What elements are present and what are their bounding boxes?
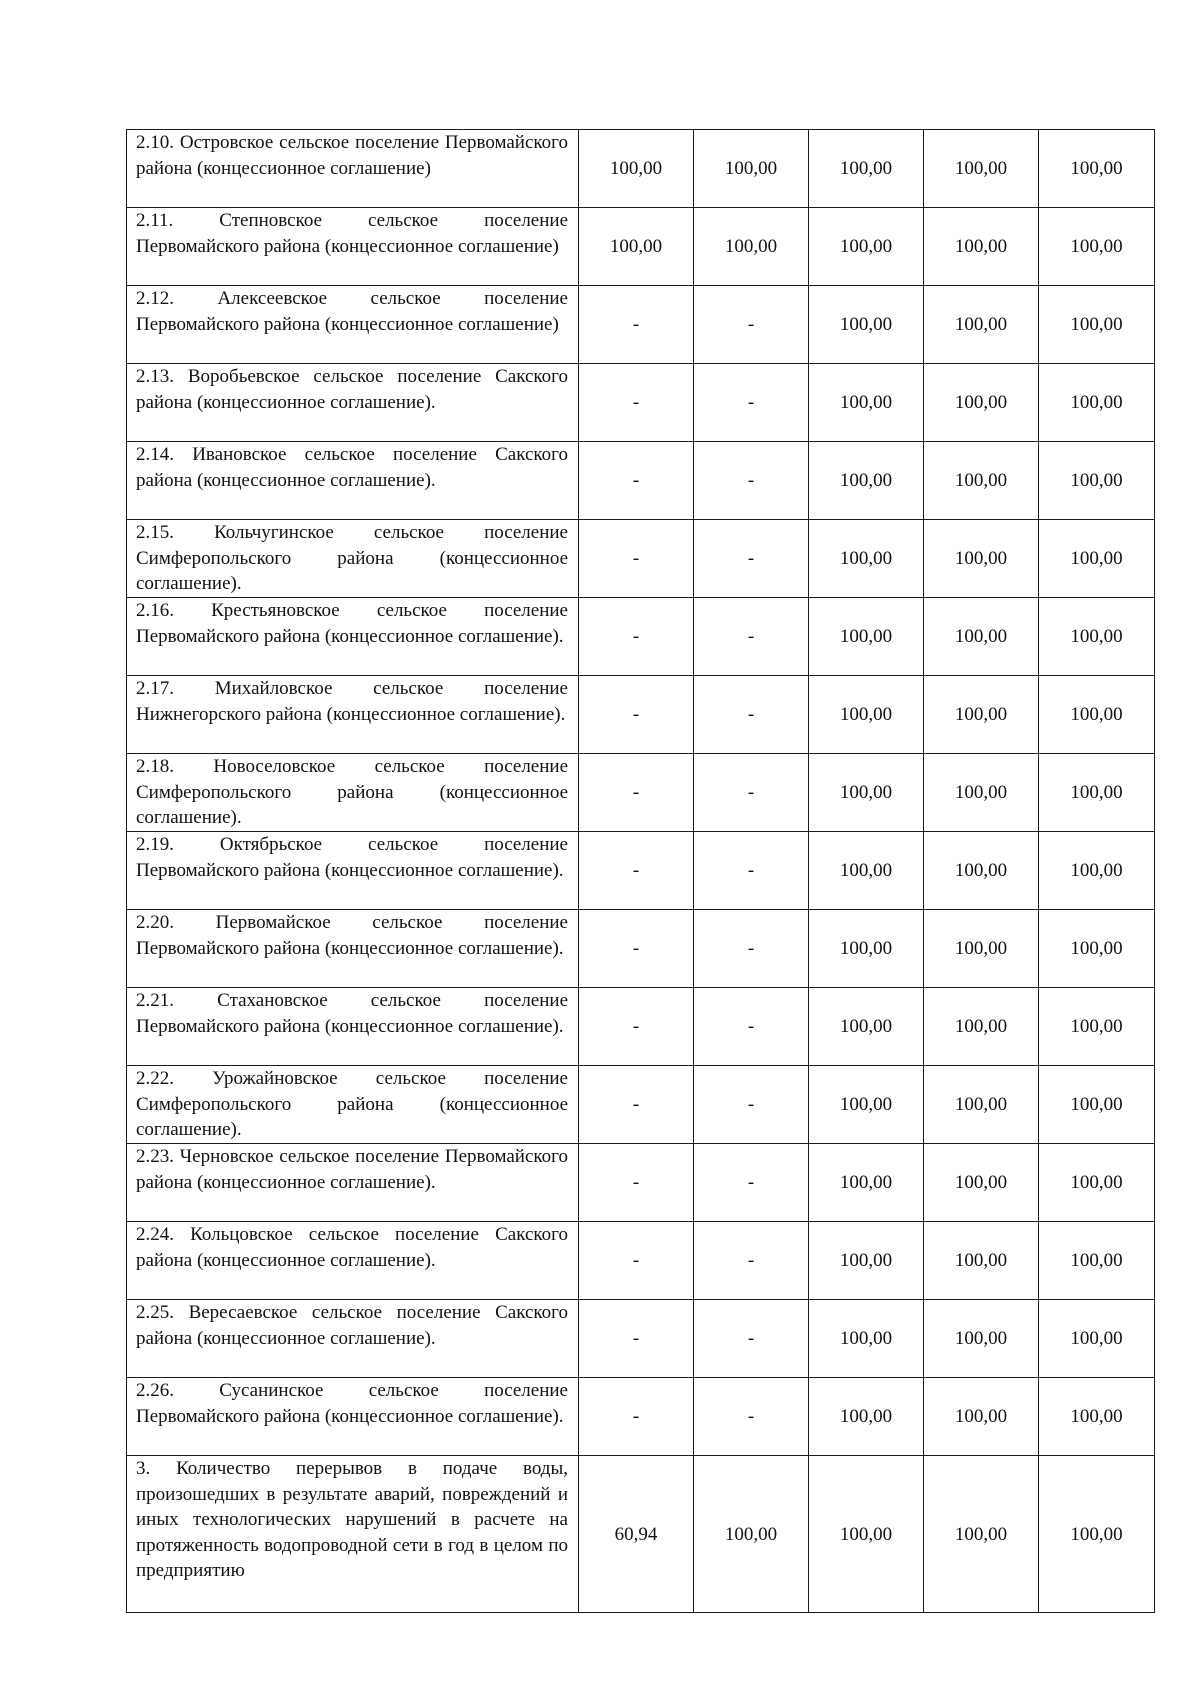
value-cell: 100,00 [924,676,1039,754]
value-cell: 100,00 [809,1066,924,1144]
value-cell: - [579,1300,694,1378]
table-row [127,208,1155,286]
value-cell: - [694,442,809,520]
value-cell: 100,00 [809,1300,924,1378]
value-cell: 100,00 [809,910,924,988]
value-cell: 100,00 [924,1300,1039,1378]
value-cell: - [579,832,694,910]
value-cell: - [694,1378,809,1456]
value-cell: 100,00 [694,208,809,286]
value-cell: 100,00 [809,988,924,1066]
row-label: 2.12. Алексеевское сельское поселение Первомайского района (концессионное соглашение) [127,286,579,364]
value-cell: - [694,988,809,1066]
table-row [127,130,1155,208]
table-row [127,1456,1155,1613]
row-label: 2.24. Кольцовское сельское поселение Сакского района (концессионное соглашение). [127,1222,579,1300]
value-cell: - [579,1144,694,1222]
value-cell: 100,00 [924,832,1039,910]
row-label: 2.26. Сусанинское сельское поселение Первомайского района (концессионное соглашение). [127,1378,579,1456]
table-row [127,442,1155,520]
row-label: 2.20. Первомайское сельское поселение Первомайского района (концессионное соглашение). [127,910,579,988]
table-row [127,286,1155,364]
value-cell: - [579,988,694,1066]
value-cell: - [694,286,809,364]
value-cell: 100,00 [809,676,924,754]
value-cell: - [579,754,694,832]
value-cell: 100,00 [809,1144,924,1222]
value-cell: 100,00 [1039,910,1155,988]
value-cell: - [694,676,809,754]
value-cell: - [579,286,694,364]
table-body [127,130,1155,1613]
value-cell: - [694,1222,809,1300]
value-cell: 100,00 [1039,1456,1155,1613]
value-cell: 100,00 [809,286,924,364]
value-cell: - [694,520,809,598]
value-cell: 100,00 [809,520,924,598]
value-cell: 100,00 [1039,442,1155,520]
value-cell: - [694,754,809,832]
value-cell: - [694,832,809,910]
value-cell: 100,00 [924,1066,1039,1144]
value-cell: 100,00 [924,754,1039,832]
value-cell: - [694,364,809,442]
value-cell: 100,00 [809,598,924,676]
row-label: 2.10. Островское сельское поселение Первомайского района (концессионное соглашение) [127,130,579,208]
table-row [127,1066,1155,1144]
value-cell: - [579,676,694,754]
value-cell: 100,00 [924,910,1039,988]
value-cell: 100,00 [1039,1066,1155,1144]
row-label: 2.16. Крестьяновское сельское поселение Первомайского района (концессионное соглашение). [127,598,579,676]
table-row [127,364,1155,442]
row-label: 2.14. Ивановское сельское поселение Сакского района (концессионное соглашение). [127,442,579,520]
value-cell: 60,94 [579,1456,694,1613]
value-cell: 100,00 [1039,832,1155,910]
value-cell: - [694,1300,809,1378]
table-row [127,598,1155,676]
value-cell: 100,00 [924,364,1039,442]
value-cell: 100,00 [924,442,1039,520]
table-row [127,832,1155,910]
value-cell: 100,00 [924,988,1039,1066]
value-cell: 100,00 [924,1222,1039,1300]
value-cell: 100,00 [694,1456,809,1613]
value-cell: 100,00 [1039,208,1155,286]
value-cell: 100,00 [809,1378,924,1456]
value-cell: 100,00 [924,286,1039,364]
value-cell: - [694,1144,809,1222]
value-cell: - [579,520,694,598]
value-cell: 100,00 [924,130,1039,208]
value-cell: - [694,598,809,676]
value-cell: 100,00 [1039,364,1155,442]
indicator-table [126,129,1155,1613]
value-cell: - [579,1378,694,1456]
value-cell: - [694,910,809,988]
value-cell: 100,00 [924,208,1039,286]
row-label: 2.21. Стахановское сельское поселение Первомайского района (концессионное соглашение). [127,988,579,1066]
table-row [127,520,1155,598]
table-row [127,1144,1155,1222]
value-cell: 100,00 [694,130,809,208]
value-cell: 100,00 [1039,676,1155,754]
value-cell: - [579,1066,694,1144]
table-row [127,910,1155,988]
value-cell: 100,00 [809,442,924,520]
row-label: 2.18. Новоселовское сельское поселение Симферопольского района (концессионное соглашение). [127,754,579,832]
value-cell: 100,00 [1039,598,1155,676]
value-cell: 100,00 [579,208,694,286]
row-label: 2.25. Вересаевское сельское поселение Сакского района (концессионное соглашение). [127,1300,579,1378]
value-cell: 100,00 [579,130,694,208]
value-cell: 100,00 [809,364,924,442]
value-cell: - [579,442,694,520]
value-cell: 100,00 [809,1456,924,1613]
value-cell: 100,00 [809,1222,924,1300]
value-cell: 100,00 [1039,286,1155,364]
value-cell: 100,00 [924,1378,1039,1456]
value-cell: - [579,1222,694,1300]
table-row [127,1300,1155,1378]
value-cell: 100,00 [924,598,1039,676]
value-cell: 100,00 [924,1456,1039,1613]
value-cell: - [579,598,694,676]
value-cell: 100,00 [1039,1222,1155,1300]
row-label: 2.22. Урожайновское сельское поселение Симферопольского района (концессионное соглашение). [127,1066,579,1144]
value-cell: 100,00 [1039,520,1155,598]
value-cell: 100,00 [1039,130,1155,208]
table-row [127,754,1155,832]
table-row [127,988,1155,1066]
value-cell: 100,00 [809,208,924,286]
table-row [127,1222,1155,1300]
row-label: 2.11. Степновское сельское поселение Первомайского района (концессионное соглашение) [127,208,579,286]
value-cell: - [694,1066,809,1144]
table-row [127,676,1155,754]
value-cell: 100,00 [1039,754,1155,832]
value-cell: 100,00 [924,1144,1039,1222]
value-cell: 100,00 [809,130,924,208]
value-cell: 100,00 [809,754,924,832]
value-cell: 100,00 [1039,1300,1155,1378]
row-label: 2.23. Черновское сельское поселение Первомайского района (концессионное соглашение). [127,1144,579,1222]
value-cell: 100,00 [1039,988,1155,1066]
row-label: 2.17. Михайловское сельское поселение Нижнегорского района (концессионное соглашение). [127,676,579,754]
row-label: 2.13. Воробьевское сельское поселение Сакского района (концессионное соглашение). [127,364,579,442]
value-cell: 100,00 [1039,1144,1155,1222]
value-cell: 100,00 [809,832,924,910]
row-label: 3. Количество перерывов в подаче воды, произошедших в результате аварий, повреждений и иных технологических нарушений в расчете на протяженность водопроводной сети в год в целом по предприятию [127,1456,579,1613]
value-cell: - [579,364,694,442]
value-cell: - [579,910,694,988]
row-label: 2.19. Октябрьское сельское поселение Первомайского района (концессионное соглашение). [127,832,579,910]
table-row [127,1378,1155,1456]
value-cell: 100,00 [1039,1378,1155,1456]
row-label: 2.15. Кольчугинское сельское поселение Симферопольского района (концессионное соглашение). [127,520,579,598]
value-cell: 100,00 [924,520,1039,598]
